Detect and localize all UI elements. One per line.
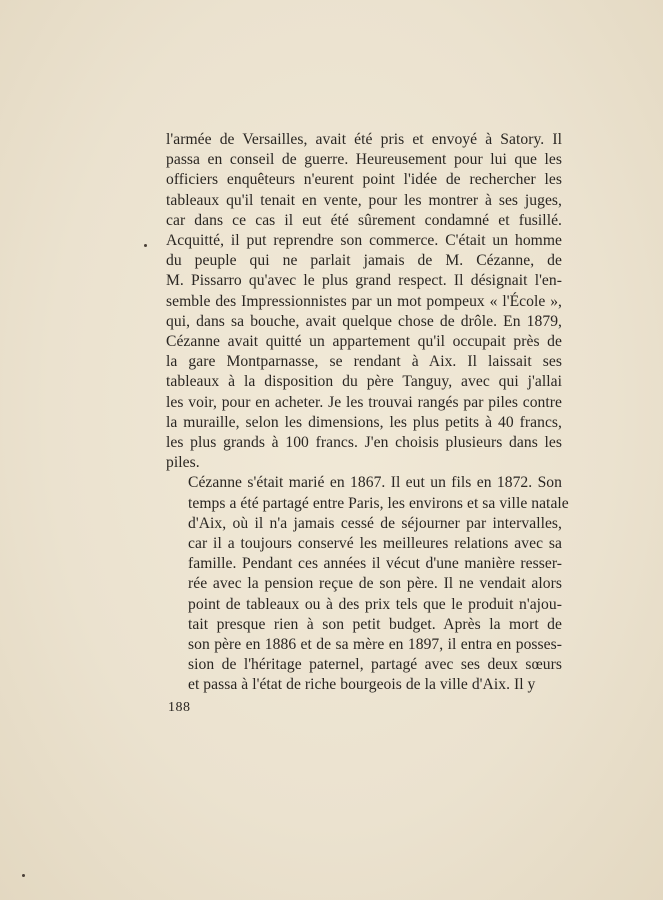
margin-speck (144, 244, 147, 247)
text-line: famille. Pendant ces années il vécut d'une manière resser- (188, 555, 562, 573)
text-line: et passa à l'état de riche bourgeois de la ville d'Aix. Il y (188, 676, 536, 694)
text-line: temps a été partagé entre Paris, les environs et sa ville natale (188, 494, 569, 512)
text-line: qui, dans sa bouche, avait quelque chose de drôle. En 1879, (166, 312, 562, 330)
text-line: officiers enquêteurs n'eurent point l'idée de rechercher les (166, 171, 562, 189)
corner-speck (22, 874, 25, 877)
text-line: M. Pissarro qu'avec le plus grand respect. Il désignait l'en- (166, 272, 562, 290)
paragraph (166, 130, 562, 473)
text-line: du peuple qui ne parlait jamais de M. Cézanne, de (166, 252, 562, 270)
text-line: tableaux qu'il tenait en vente, pour les montrer à ses juges, (166, 191, 562, 209)
text-line: les voir, pour en acheter. Je les trouvai rangés par piles contre (166, 393, 562, 411)
body-text (166, 130, 569, 696)
text-line: Acquitté, il put reprendre son commerce. C'était un homme (166, 232, 562, 250)
page-number: 188 (168, 700, 191, 715)
text-line: son père en 1886 et de sa mère en 1897, il entra en posses- (188, 636, 562, 654)
text-line: passa en conseil de guerre. Heureusement pour lui que les (166, 151, 562, 169)
text-line: car il a toujours conservé les meilleures relations avec sa (188, 535, 562, 553)
text-line: semble des Impressionnistes par un mot pompeux « l'École », (166, 292, 562, 310)
text-line: tableaux à la disposition du père Tanguy, avec qui j'allai (166, 373, 562, 391)
text-line: d'Aix, où il n'a jamais cessé de séjourner par intervalles, (188, 514, 562, 532)
text-line: point de tableaux ou à des prix tels que le produit n'ajou- (188, 595, 562, 613)
text-line: tait presque rien à son petit budget. Après la mort de (188, 615, 562, 633)
text-line: la gare Montparnasse, se rendant à Aix. Il laissait ses (166, 353, 562, 371)
text-line: les plus grands à 100 francs. J'en choisis plusieurs dans les (166, 434, 562, 452)
text-line: Cézanne s'était marié en 1867. Il eut un fils en 1872. Son (188, 474, 562, 492)
text-line: car dans ce cas il eut été sûrement condamné et fusillé. (166, 211, 562, 229)
text-line: piles. (166, 454, 200, 472)
text-line: rée avec la pension reçue de son père. Il ne vendait alors (188, 575, 562, 593)
text-line: la muraille, selon les dimensions, les plus petits à 40 francs, (166, 413, 562, 431)
text-line: Cézanne avait quitté un appartement qu'il occupait près de (166, 333, 562, 351)
paragraph (166, 473, 569, 695)
text-line: sion de l'héritage paternel, partagé avec ses deux sœurs (188, 656, 562, 674)
text-line: l'armée de Versailles, avait été pris et envoyé à Satory. Il (166, 131, 562, 148)
